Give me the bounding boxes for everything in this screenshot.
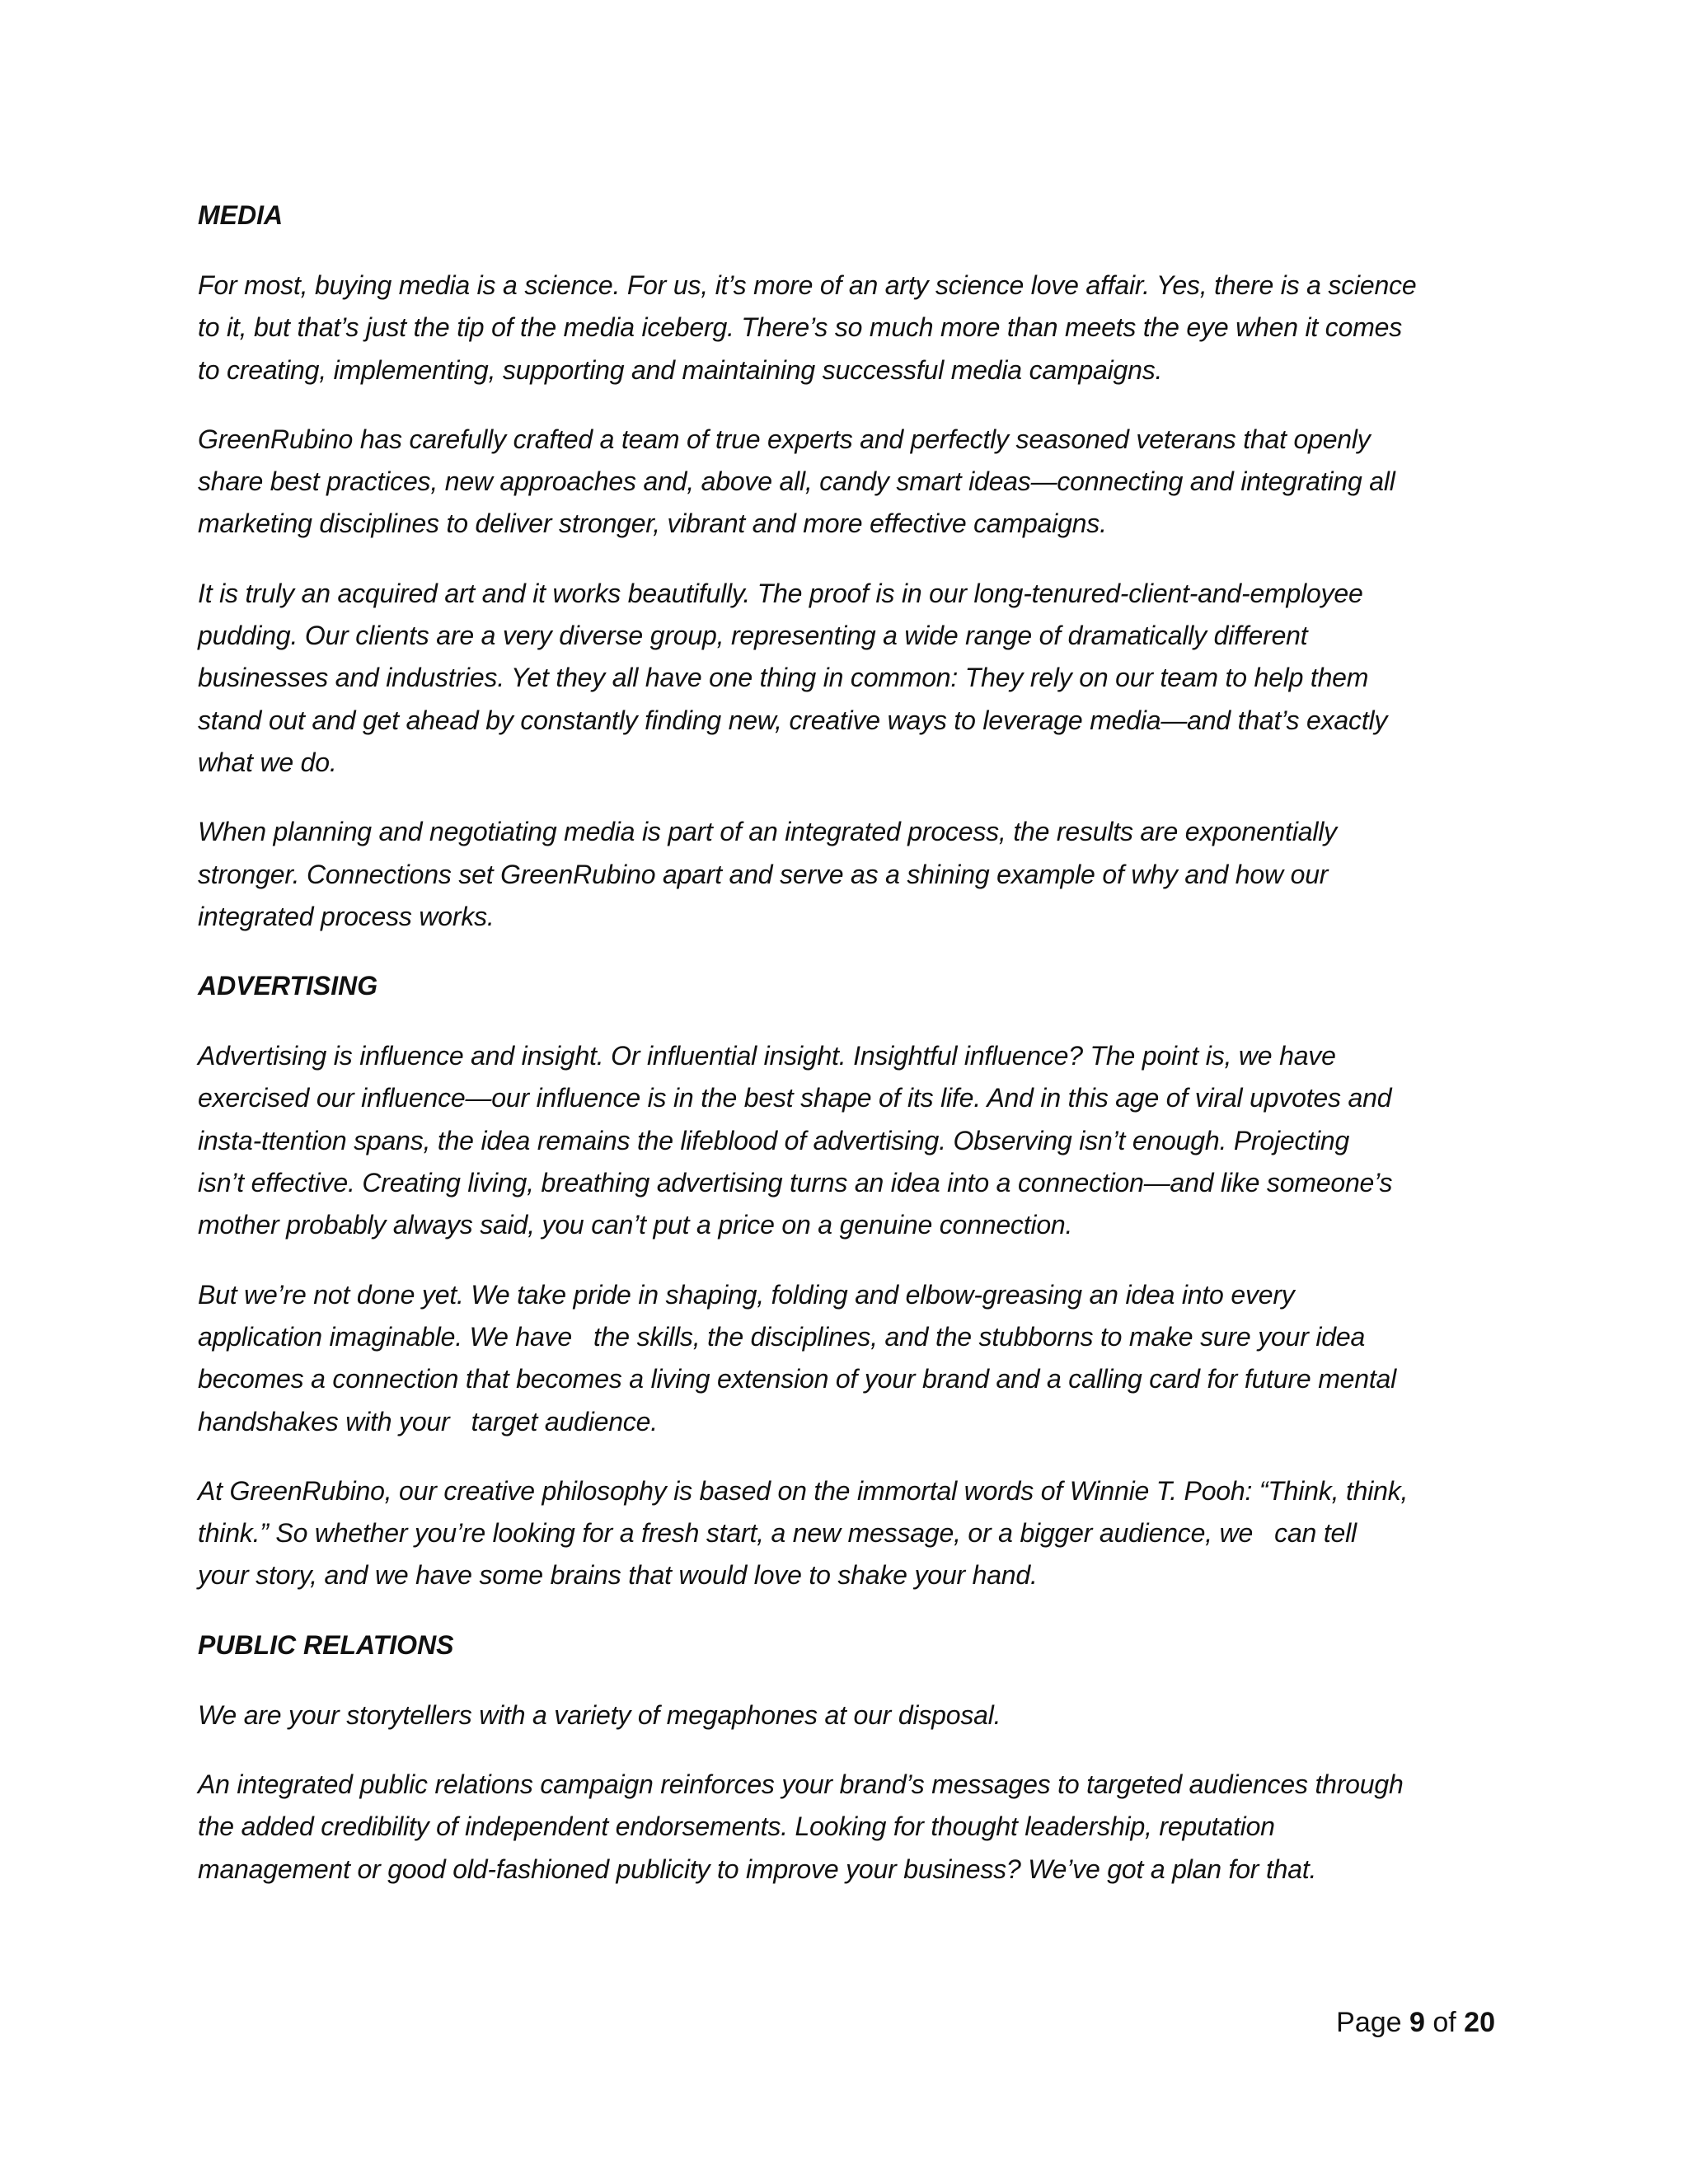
text-line: pudding. Our clients are a very diverse group, representing a wide range of dramatically different	[198, 621, 1308, 651]
text-line: to creating, implementing, supporting and maintaining successful media campaigns.	[198, 354, 1163, 385]
text-line: your story, and we have some brains that would love to shake your hand.	[198, 1560, 1038, 1591]
paragraph	[198, 419, 1500, 546]
text-line: think.” So whether you’re looking for a fresh start, a new message, or a bigger audience, we can tell	[198, 1518, 1357, 1549]
section-heading: PUBLIC RELATIONS	[198, 1629, 454, 1660]
section-heading: ADVERTISING	[198, 971, 378, 1001]
text-line: When planning and negotiating media is part of an integrated process, the results are exponentially	[198, 817, 1337, 847]
text-line: Advertising is influence and insight. Or influential insight. Insightful influence? The point is, we have	[198, 1041, 1336, 1071]
text-line: integrated process works.	[198, 901, 495, 931]
text-line: what we do.	[198, 747, 337, 777]
paragraph	[198, 1274, 1500, 1443]
text-line: application imaginable. We have the skills, the disciplines, and the stubborns to make sure your idea	[198, 1321, 1366, 1352]
text-line: insta-ttention spans, the idea remains the lifeblood of advertising. Observing isn’t enough. Projecting	[198, 1125, 1350, 1155]
text-line: marketing disciplines to deliver stronger, vibrant and more effective campaigns.	[198, 509, 1107, 539]
page-number	[1336, 2004, 1495, 2041]
paragraph	[198, 811, 1500, 938]
paragraph	[198, 1035, 1500, 1246]
text-line: mother probably always said, you can’t put a price on a genuine connection.	[198, 1210, 1073, 1240]
text-line: At GreenRubino, our creative philosophy is based on the immortal words of Winnie T. Pooh: “Think, think,	[198, 1475, 1409, 1506]
text-line: handshakes with your target audience.	[198, 1406, 658, 1436]
paragraph	[198, 265, 1500, 391]
text-line: We are your storytellers with a variety of megaphones at our disposal.	[198, 1699, 1001, 1730]
text-line: becomes a connection that becomes a living extension of your brand and a calling card for future mental	[198, 1364, 1397, 1394]
text-line: management or good old-fashioned publicity to improve your business? We’ve got a plan for that.	[198, 1854, 1317, 1884]
text-line: But we’re not done yet. We take pride in shaping, folding and elbow-greasing an idea into every	[198, 1279, 1295, 1310]
total-pages: 20	[1464, 2007, 1495, 2038]
text-line: isn’t effective. Creating living, breathing advertising turns an idea into a connection—and like someone’s	[198, 1168, 1393, 1198]
text-line: stronger. Connections set GreenRubino apart and serve as a shining example of why and how our	[198, 859, 1329, 889]
text-line: For most, buying media is a science. For us, it’s more of an arty science love affair. Yes, there is a science	[198, 270, 1417, 300]
paragraph	[198, 1694, 1500, 1736]
text-line: It is truly an acquired art and it works beautifully. The proof is in our long-tenured-client-and-employee	[198, 578, 1363, 608]
paragraph	[198, 1764, 1500, 1891]
text-line: stand out and get ahead by constantly finding new, creative ways to leverage media—and that’s exactly	[198, 705, 1388, 735]
paragraph	[198, 1470, 1500, 1597]
section-heading: MEDIA	[198, 200, 284, 230]
page-prefix: Page	[1336, 2007, 1409, 2038]
text-line: share best practices, new approaches and, above all, candy smart ideas—connecting and integrating all	[198, 466, 1395, 497]
text-line: businesses and industries. Yet they all have one thing in common: They rely on our team to help them	[198, 663, 1369, 693]
current-page: 9	[1409, 2007, 1425, 2038]
text-line: to it, but that’s just the tip of the media iceberg. There’s so much more than meets the eye when it comes	[198, 312, 1403, 343]
document-body	[198, 194, 1500, 1918]
text-line: the added credibility of independent endorsements. Looking for thought leadership, reputation	[198, 1811, 1275, 1842]
page-of: of	[1424, 2007, 1465, 2038]
text-line: GreenRubino has carefully crafted a team of true experts and perfectly seasoned veterans that openly	[198, 424, 1371, 454]
paragraph	[198, 573, 1500, 784]
text-line: An integrated public relations campaign reinforces your brand’s messages to targeted audiences through	[198, 1769, 1404, 1800]
text-line: exercised our influence—our influence is in the best shape of its life. And in this age of viral upvotes and	[198, 1083, 1392, 1113]
